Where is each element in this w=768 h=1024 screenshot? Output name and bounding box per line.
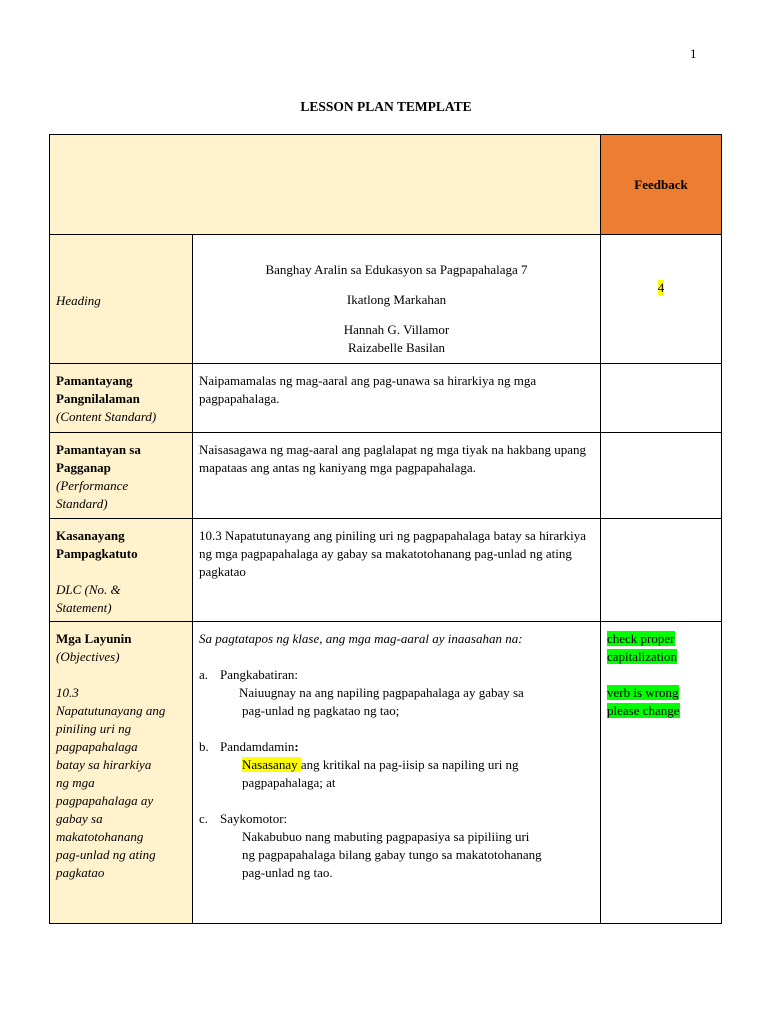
- objectives-intro: Sa pagtatapos ng klase, ang mga mag-aaral ay inaasahan na:: [199, 631, 523, 646]
- competency-label-2: Pampagkatuto: [56, 546, 138, 561]
- feedback-header-cell: Feedback: [601, 135, 722, 235]
- content-standard-label-cell: [50, 364, 193, 433]
- lesson-plan-table: [49, 134, 722, 924]
- objective-competency-line: pagpapahalaga ay: [56, 793, 154, 808]
- objective-competency-line: Napatutunayang ang: [56, 703, 166, 718]
- performance-standard-label-2: Pagganap: [56, 460, 111, 475]
- heading-row: [50, 235, 722, 364]
- list-marker: c.: [199, 811, 209, 826]
- competency-feedback-cell: [601, 519, 722, 622]
- competency-text: 10.3 Napatutunayang ang piniling uri ng pagpapahalaga batay sa hirarkiya ng mga pagpapahalaga ay gabay sa makatotohanang pag-unlad ng ating pagkatao: [199, 528, 586, 579]
- objective-competency-line: pagpapahalaga: [56, 739, 138, 754]
- content-standard-text: Naipamamalas ng mag-aaral ang pag-unawa sa hirarkiya ng mga pagpapahalaga.: [199, 373, 537, 406]
- objective-competency-line: batay sa hirarkiya: [56, 757, 152, 772]
- objective-competency-line: pagkatao: [56, 865, 105, 880]
- heading-feedback-cell: [601, 235, 722, 364]
- performance-standard-row: [50, 433, 722, 519]
- competency-sublabel-2: Statement): [56, 600, 112, 615]
- objective-item-c: [199, 810, 594, 828]
- objectives-cell: [193, 622, 601, 924]
- objective-item-b: [199, 738, 594, 756]
- score-feedback: 4: [657, 280, 665, 295]
- objective-title: Pangkabatiran:: [220, 667, 298, 682]
- objective-competency-line: piniling uri ng: [56, 721, 132, 736]
- author-1: Hannah G. Villamor: [343, 322, 450, 337]
- content-standard-label-1: Pamantayang: [56, 373, 133, 388]
- feedback-comment: check proper: [607, 631, 675, 646]
- performance-standard-text: Naisasagawa ng mag-aaral ang paglalapat ng mga tiyak na hakbang upang mapataas ang antas ng kaniyang mga pagpapahalaga.: [199, 442, 586, 475]
- competency-row: [50, 519, 722, 622]
- objectives-sublabel: (Objectives): [56, 649, 120, 664]
- objectives-feedback-cell: [601, 622, 722, 924]
- objective-text: pag-unlad ng tao.: [242, 865, 333, 880]
- objective-competency-line: gabay sa: [56, 811, 103, 826]
- heading-content-cell: [193, 235, 601, 364]
- feedback-comment: capitalization: [607, 649, 678, 664]
- page-number: 1: [690, 46, 697, 61]
- objective-competency-line: makatotohanang: [56, 829, 144, 844]
- heading-label: Heading: [56, 293, 101, 308]
- content-standard-sublabel: (Content Standard): [56, 409, 157, 424]
- table-header-row: [50, 135, 722, 235]
- highlighted-verb: Nasasanay: [242, 757, 301, 772]
- objectives-label: Mga Layunin: [56, 631, 132, 646]
- feedback-comment: verb is wrong: [607, 685, 679, 700]
- performance-standard-cell: [193, 433, 601, 519]
- objective-title-colon: :: [294, 739, 299, 754]
- header-blank-cell: [50, 135, 601, 235]
- author-2: Raizabelle Basilan: [347, 340, 446, 355]
- objective-text: Naiuugnay na ang napiling pagpapahalaga ay gabay sa: [239, 685, 524, 700]
- list-marker: a.: [199, 667, 209, 682]
- performance-standard-sublabel-1: (Performance: [56, 478, 129, 493]
- competency-label-cell: [50, 519, 193, 622]
- list-marker: b.: [199, 739, 209, 754]
- performance-standard-label-1: Pamantayan sa: [56, 442, 141, 457]
- objective-competency-line: 10.3: [56, 685, 79, 700]
- feedback-comment: please change: [607, 703, 680, 718]
- objectives-row: [50, 622, 722, 924]
- objective-title: Saykomotor:: [220, 811, 288, 826]
- performance-standard-sublabel-2: Standard): [56, 496, 108, 511]
- quarter: Ikatlong Markahan: [346, 292, 447, 307]
- content-standard-feedback-cell: [601, 364, 722, 433]
- performance-standard-label-cell: [50, 433, 193, 519]
- objective-title: Pandamdamin: [220, 739, 295, 754]
- competency-cell: [193, 519, 601, 622]
- lesson-title: Banghay Aralin sa Edukasyon sa Pagpapahalaga 7: [265, 262, 528, 277]
- competency-sublabel-1: DLC (No. &: [56, 582, 121, 597]
- performance-standard-feedback-cell: [601, 433, 722, 519]
- content-standard-label-2: Pangnilalaman: [56, 391, 140, 406]
- objective-text: ang kritikal na pag-iisip sa napiling uri ng: [300, 757, 519, 772]
- objective-item-a: [199, 666, 594, 684]
- objective-competency-line: ng mga: [56, 775, 95, 790]
- objective-text: ng pagpapahalaga bilang gabay tungo sa makatotohanang: [242, 847, 542, 862]
- content-standard-cell: [193, 364, 601, 433]
- objective-text: pag-unlad ng pagkatao ng tao;: [242, 703, 400, 718]
- heading-label-cell: [50, 235, 193, 364]
- objective-text: Nakabubuo nang mabuting pagpapasiya sa pipiliing uri: [242, 829, 530, 844]
- objective-competency-line: pag-unlad ng ating: [56, 847, 156, 862]
- objectives-label-cell: [50, 622, 193, 924]
- objective-text: pagpapahalaga; at: [242, 775, 336, 790]
- competency-label-1: Kasanayang: [56, 528, 125, 543]
- content-standard-row: [50, 364, 722, 433]
- document-title: LESSON PLAN TEMPLATE: [300, 99, 472, 114]
